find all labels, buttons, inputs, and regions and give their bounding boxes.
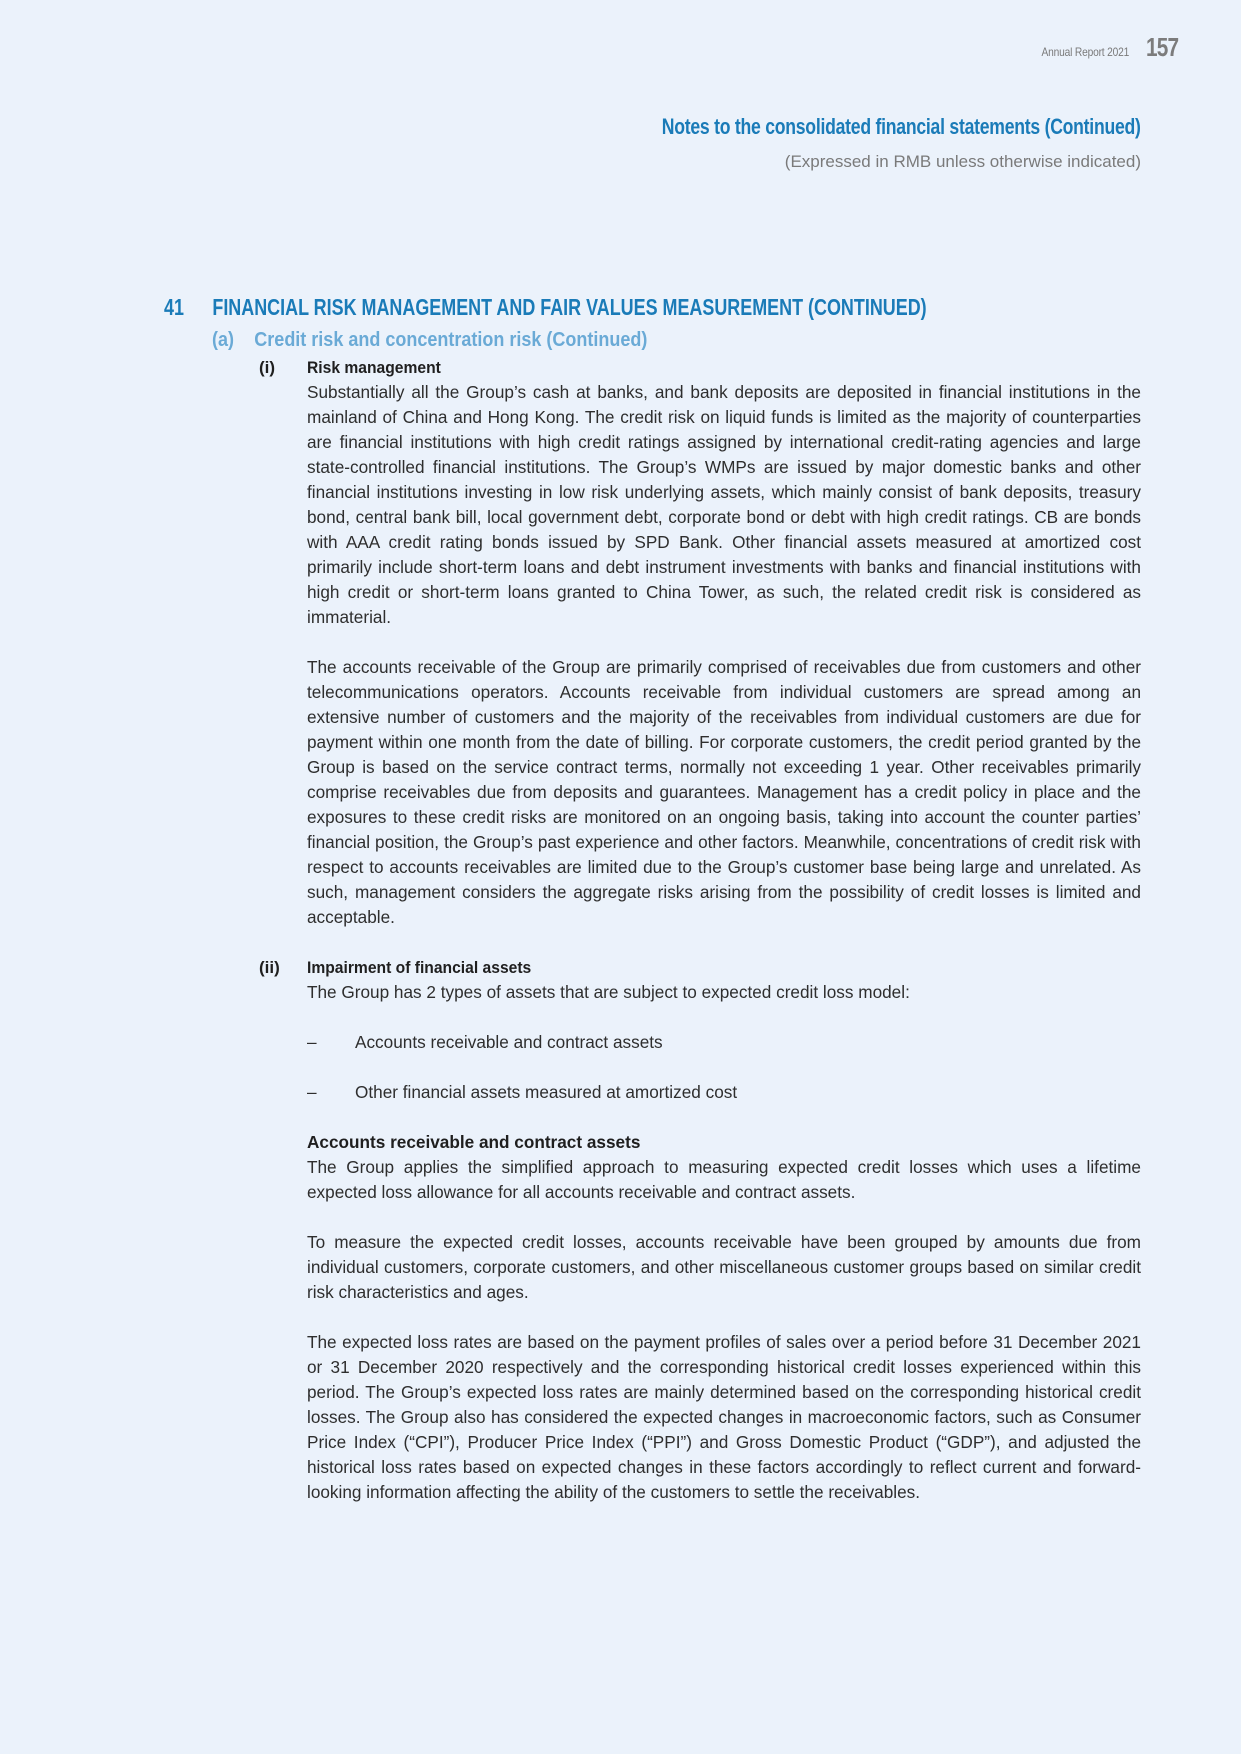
subsection-title: Credit risk and concentration risk (Continued) [254, 329, 648, 351]
subsection-number: (a) [212, 329, 235, 351]
page-subtitle: (Expressed in RMB unless otherwise indicated) [784, 152, 1141, 171]
list-item [307, 1030, 1141, 1055]
subsection-heading [212, 329, 647, 352]
paragraph: Substantially all the Group’s cash at banks, and bank deposits are deposited in financial institutions in the mainland of China and Hong Kong. The credit risk on liquid funds is limited as the majority of counterparties are financial institutions with high credit ratings assigned by international credit-rating agencies and large state-controlled financial institutions. The Group’s WMPs are issued by major domestic banks and other financial institutions investing in low risk underlying assets, which mainly consist of bank deposits, treasury bond, central bank bill, local government debt, corporate bond or debt with high credit ratings. CB are bonds with AAA credit rating bonds issued by SPD Bank. Other financial assets measured at amortized cost primarily include short-term loans and debt instrument investments with banks and financial institutions with high credit or short-term loans granted to China Tower, as such, the related credit risk is considered as immaterial. [307, 382, 1141, 627]
item-title: Impairment of financial assets [307, 958, 532, 977]
paragraph: The accounts receivable of the Group are primarily comprised of receivables due from customers and other telecommunications operators. Accounts receivable from individual customers are spread among an extensive number of customers and the majority of the receivables from individual customers are due for payment within one month from the date of billing. For corporate customers, the credit period granted by the Group is based on the service contract terms, normally not exceeding 1 year. Other receivables primarily comprise receivables due from deposits and guarantees. Management has a credit policy in place and the exposures to these credit risks are monitored on an ongoing basis, taking into account the counter parties’ financial position, the Group’s past experience and other factors. Meanwhile, concentrations of credit risk with respect to accounts receivables are limited due to the Group’s customer base being large and unrelated. As such, management considers the aggregate risks arising from the possibility of credit losses is limited and acceptable. [307, 657, 1141, 927]
report-label: Annual Report 2021 [1041, 45, 1130, 59]
item-number: (ii) [259, 958, 280, 977]
paragraph: The Group applies the simplified approach to measuring expected credit losses which uses a lifetime expected loss allowance for all accounts receivable and contract assets. [307, 1157, 1141, 1202]
item-heading-impairment [259, 955, 1141, 980]
list-item-text: Accounts receivable and contract assets [355, 1032, 663, 1052]
accounts-receivable-heading: Accounts receivable and contract assets [307, 1132, 641, 1152]
risk-management-body [307, 380, 1141, 955]
section-title: FINANCIAL RISK MANAGEMENT AND FAIR VALUES MEASUREMENT (CONTINUED) [212, 294, 927, 320]
content-body [259, 355, 1141, 1505]
list-item-text: Other financial assets measured at amortized cost [355, 1082, 738, 1102]
dash-bullet-icon: – [307, 1032, 317, 1052]
section-number: 41 [164, 294, 184, 320]
intro-paragraph: The Group has 2 types of assets that are subject to expected credit loss model: [307, 982, 910, 1002]
list-item [307, 1080, 1141, 1105]
page-title: Notes to the consolidated financial statements (Continued) [662, 114, 1141, 139]
dash-bullet-icon: – [307, 1082, 317, 1102]
paragraph: The expected loss rates are based on the payment profiles of sales over a period before 31 December 2021 or 31 December 2020 respectively and the corresponding historical credit losses experienced within this period. The Group’s expected loss rates are mainly determined based on the corresponding historical credit losses. The Group also has considered the expected changes in macroeconomic factors, such as Consumer Price Index (“CPI”), Producer Price Index (“PPI”) and Gross Domestic Product (“GDP”), and adjusted the historical loss rates based on expected changes in these factors accordingly to reflect current and forward-looking information affecting the ability of the customers to settle the receivables. [307, 1332, 1141, 1502]
impairment-body [307, 980, 1141, 1505]
item-title: Risk management [307, 358, 441, 377]
item-heading-risk-management [259, 355, 1141, 380]
page-number: 157 [1145, 32, 1178, 62]
page-header [1026, 32, 1186, 63]
section-heading [164, 294, 927, 321]
item-number: (i) [259, 358, 276, 377]
paragraph: To measure the expected credit losses, accounts receivable have been grouped by amounts due from individual customers, corporate customers, and other miscellaneous customer groups based on similar credit risk characteristics and ages. [307, 1232, 1141, 1302]
